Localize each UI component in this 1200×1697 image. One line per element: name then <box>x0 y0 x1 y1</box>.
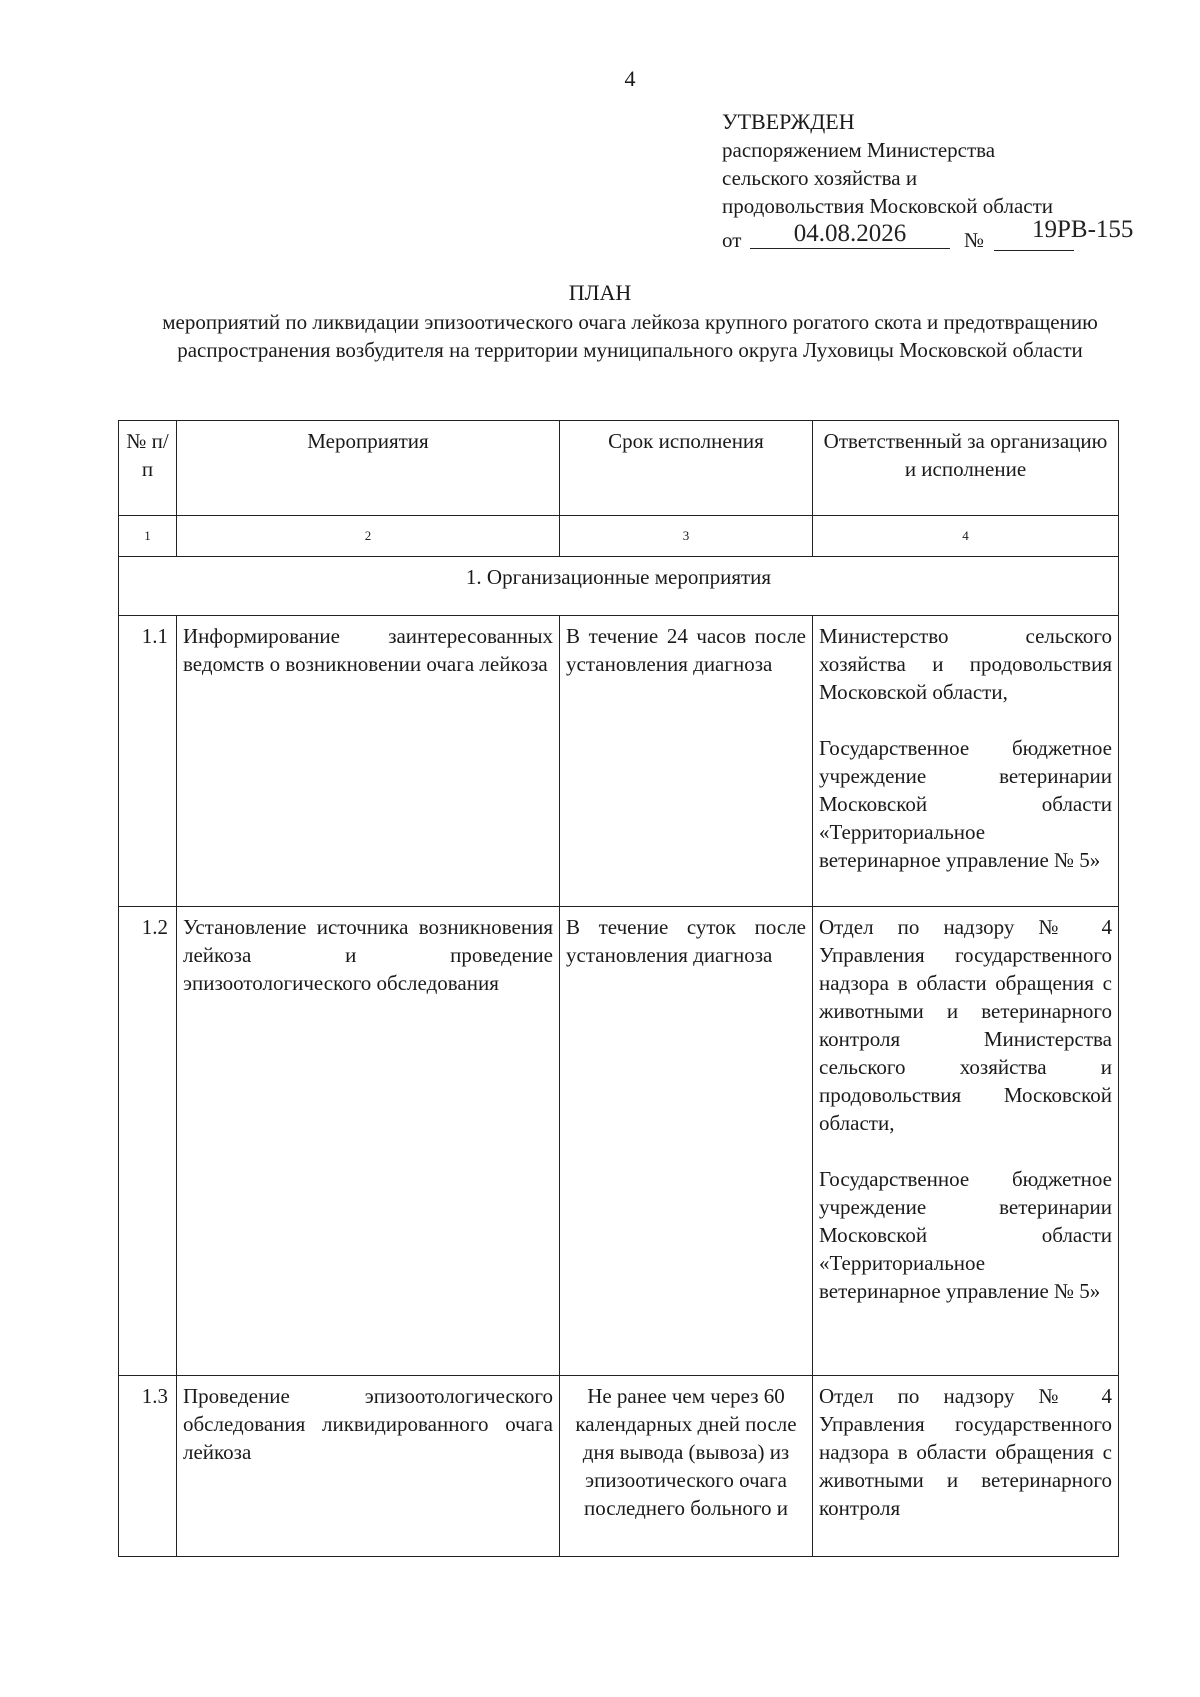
responsible-party: Государственное бюджетное учреждение ветеринарии Московской области «Территориальное ветеринарное управление № 5» <box>819 1167 1112 1303</box>
approval-line: сельского хозяйства и <box>722 166 918 190</box>
responsible-party: Отдел по надзору № 4 Управления государственного надзора в области обращения с животными и ветеринарного контроля <box>819 1384 1112 1520</box>
row-number: 1.2 <box>119 907 177 1376</box>
page-number: 4 <box>624 66 636 91</box>
row-deadline: В течение суток после установления диагноза <box>560 907 813 1376</box>
column-number: 1 <box>119 516 177 557</box>
approval-number: 19РВ-155 <box>1032 216 1134 243</box>
row-responsible <box>813 1376 1119 1557</box>
header-number: № п/п <box>119 421 177 516</box>
row-activity: Информирование заинтересованных ведомств о возникновении очага лейкоза <box>177 616 560 907</box>
approval-title: УТВЕРЖДЕН <box>722 109 855 134</box>
header-deadline: Срок исполнения <box>560 421 813 516</box>
table-row <box>119 907 1119 1376</box>
plan-subtitle: мероприятий по ликвидации эпизоотического очага лейкоза крупного рогатого скота и предотвращению распространения возбудителя на территории муниципального округа Луховицы Московской области <box>162 310 1098 362</box>
column-number: 3 <box>560 516 813 557</box>
row-activity: Проведение эпизоотологического обследования ликвидированного очага лейкоза <box>177 1376 560 1557</box>
row-number: 1.1 <box>119 616 177 907</box>
column-number: 4 <box>813 516 1119 557</box>
column-number: 2 <box>177 516 560 557</box>
row-deadline: В течение 24 часов после установления диагноза <box>560 616 813 907</box>
from-label: от <box>722 228 742 252</box>
approval-block <box>722 108 1162 250</box>
approval-line: распоряжением Министерства <box>722 138 996 162</box>
signature-row <box>722 216 1162 252</box>
responsible-party: Государственное бюджетное учреждение ветеринарии Московской области «Территориальное ветеринарное управление № 5» <box>819 736 1112 872</box>
row-number: 1.3 <box>119 1376 177 1557</box>
plan-table <box>118 420 1119 1557</box>
number-label: № <box>964 228 985 252</box>
header-responsible: Ответственный за организацию и исполнение <box>813 421 1119 516</box>
column-number-row <box>119 516 1119 557</box>
table-row <box>119 1376 1119 1557</box>
table-header-row <box>119 421 1119 516</box>
responsible-party: Министерство сельского хозяйства и продовольствия Московской области, <box>819 624 1112 704</box>
table-row <box>119 616 1119 907</box>
row-responsible <box>813 907 1119 1376</box>
section-row <box>119 557 1119 616</box>
header-activity: Мероприятия <box>177 421 560 516</box>
plan-title: ПЛАН <box>568 280 632 305</box>
row-deadline: Не ранее чем через 60 календарных дней после дня вывода (вывоза) из эпизоотического очага последнего больного и <box>560 1376 813 1557</box>
row-activity: Установление источника возникновения лейкоза и проведение эпизоотологического обследования <box>177 907 560 1376</box>
approval-date: 04.08.2026 <box>750 220 950 249</box>
approval-line: продовольствия Московской области <box>722 194 1053 218</box>
section-title: 1. Организационные мероприятия <box>119 557 1119 616</box>
row-responsible <box>813 616 1119 907</box>
responsible-party: Отдел по надзору № 4 Управления государственного надзора в области обращения с животными и ветеринарного контроля Министерства сельского хозяйства и продовольствия Московской области, <box>819 915 1112 1135</box>
